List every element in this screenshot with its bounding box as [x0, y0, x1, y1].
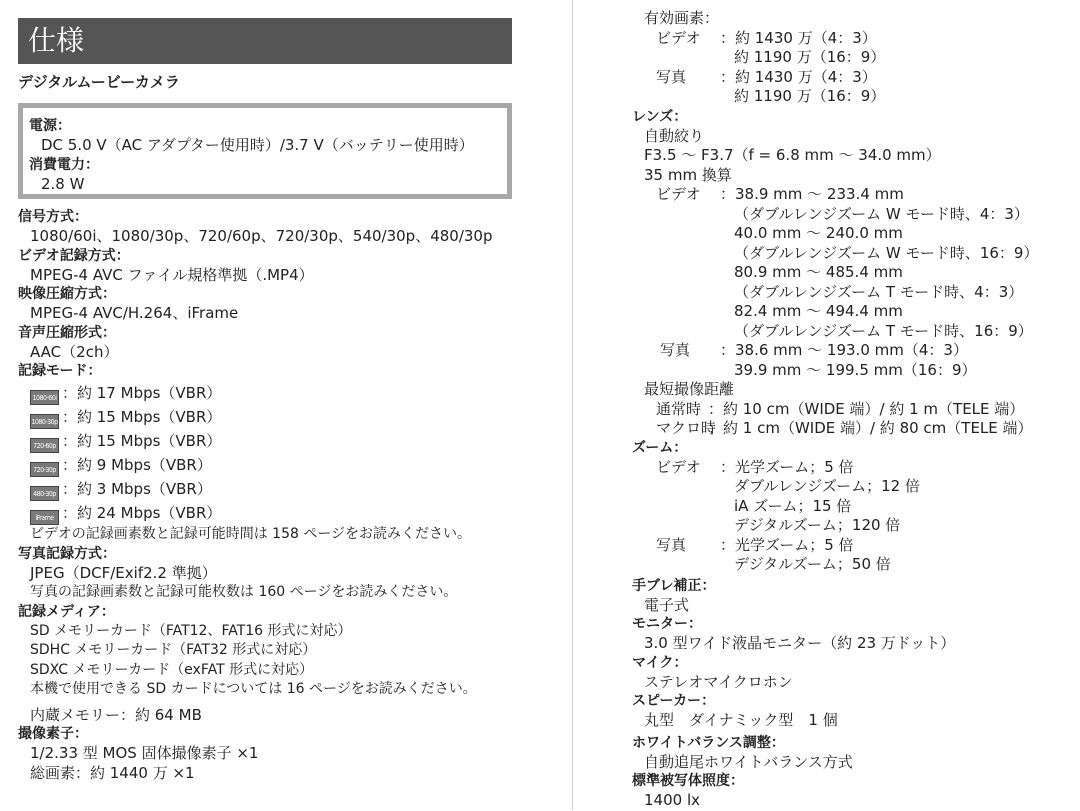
product-name: デジタルムービーカメラ — [18, 73, 180, 91]
consumption-value: 2.8 W — [41, 174, 85, 193]
page-title: 仕様 — [18, 18, 512, 64]
video-format-value: MPEG-4 AVC ファイル規格準拠（.MP4） — [30, 265, 314, 284]
sensor-value: 1/2.33 型 MOS 固体撮像素子 ×1 — [30, 744, 259, 762]
right-column — [632, 9, 1072, 811]
lens-iris: 自動絞り — [644, 126, 705, 145]
eff-photo-key: 写真 — [656, 67, 687, 86]
lens-photo-row — [632, 341, 1072, 361]
zoom-video-row — [632, 458, 1072, 478]
min-macro-value: ：約 1 cm（WIDE 端）/ 約 80 cm（TELE 端） — [708, 419, 1033, 437]
consumption-label: 消費電力： — [29, 156, 99, 173]
signal-value: 1080/60i、1080/30p、720/60p、720/30p、540/30p、480/30p — [30, 227, 493, 245]
lens-video-row — [632, 185, 1072, 205]
mic-value: ステレオマイクロホン — [644, 672, 793, 691]
eff-video-row — [632, 29, 1072, 49]
zoom-label: ズーム： — [632, 439, 688, 456]
rec-mode-badge-icon: 1080-60i — [30, 390, 59, 405]
compression-label: 映像圧縮方式： — [18, 286, 116, 302]
zoom-video-key: ビデオ — [656, 457, 701, 476]
audio-label: 音声圧縮形式： — [18, 324, 116, 341]
eff-video-key: ビデオ — [656, 28, 701, 47]
eff-video-value: ：約 1430 万（4：3） — [720, 28, 877, 47]
power-value: DC 5.0 V（AC アダプター使用時）/3.7 V（バッテリー使用時） — [41, 136, 474, 154]
zoom-photo-line: デジタルズーム；50 倍 — [734, 555, 891, 573]
lens-video-line: 40.0 mm ～ 240.0 mm — [734, 224, 903, 242]
rec-mode-row — [18, 477, 518, 501]
min-normal-key: 通常時 — [656, 399, 702, 418]
min-macro-row — [632, 419, 1072, 439]
rec-mode-label: 記録モード： — [18, 363, 102, 379]
eff-video-value-2: 約 1190 万（16：9） — [734, 48, 886, 66]
illum-label: 標準被写体照度： — [632, 773, 744, 789]
min-normal-value: ：約 10 cm（WIDE 端）/ 約 1 m（TELE 端） — [708, 399, 1025, 418]
total-pixels: 総画素：約 1440 万 ×1 — [30, 763, 195, 782]
zoom-video-value: ：光学ズーム；5 倍 — [720, 457, 854, 476]
lens-video-line: （ダブルレンジズーム W モード時、4：3） — [734, 204, 1029, 223]
lens-photo-value-2: 39.9 mm ～ 199.5 mm（16：9） — [734, 360, 977, 379]
power-box — [18, 103, 512, 199]
lens-label: レンズ： — [632, 108, 688, 125]
zoom-photo-key: 写真 — [656, 535, 687, 554]
compression-value: MPEG-4 AVC/H.264、iFrame — [30, 304, 239, 322]
rec-mode-note: ビデオの記録画素数と記録可能時間は 158 ページをお読みください。 — [30, 526, 472, 542]
power-label: 電源： — [29, 118, 71, 134]
rec-mode-text: ：約 17 Mbps（VBR） — [62, 384, 222, 402]
rec-mode-text: ：約 15 Mbps（VBR） — [62, 432, 222, 450]
rec-mode-badge-icon: 720-30p — [30, 462, 59, 477]
video-format-label: ビデオ記録方式： — [18, 247, 130, 264]
audio-value: AAC（2ch） — [30, 342, 119, 361]
media-item: 本機で使用できる SD カードについては 16 ページをお読みください。 — [30, 681, 477, 697]
min-normal-row — [632, 400, 1072, 420]
photo-format-label: 写真記録方式： — [18, 545, 116, 562]
wb-value: 自動追尾ホワイトバランス方式 — [644, 752, 853, 771]
speaker-label: スピーカー： — [632, 693, 716, 709]
lens-video-line: 82.4 mm ～ 494.4 mm — [734, 302, 903, 320]
eff-photo-value-2: 約 1190 万（16：9） — [734, 87, 886, 105]
column-divider — [572, 0, 573, 810]
eff-photo-value: ：約 1430 万（4：3） — [720, 67, 877, 86]
rec-mode-row — [18, 501, 518, 525]
lens-35: 35 mm 換算 — [644, 165, 732, 184]
photo-format-value: JPEG（DCF/Exif2.2 準拠） — [30, 563, 217, 582]
internal-memory: 内蔵メモリー：約 64 MB — [30, 705, 202, 724]
lens-video-line: （ダブルレンジズーム W モード時、16：9） — [734, 243, 1039, 262]
lens-video-value: ：38.9 mm ～ 233.4 mm — [720, 185, 904, 203]
effective-label: 有効画素： — [644, 9, 720, 27]
rec-mode-badge-icon: iFrame — [30, 510, 59, 525]
zoom-video-line: ダブルレンジズーム；12 倍 — [734, 477, 920, 495]
lens-video-line: （ダブルレンジズーム T モード時、16：9） — [734, 321, 1033, 340]
min-macro-key: マクロ時 — [656, 419, 717, 437]
monitor-label: モニター： — [632, 616, 702, 632]
rec-mode-text: ：約 9 Mbps（VBR） — [62, 456, 212, 474]
rec-mode-row — [18, 429, 518, 453]
zoom-photo-value: ：光学ズーム；5 倍 — [720, 535, 854, 554]
photo-format-note: 写真の記録画素数と記録可能枚数は 160 ページをお読みください。 — [30, 584, 458, 600]
rec-mode-row — [18, 453, 518, 477]
zoom-video-line: デジタルズーム；120 倍 — [734, 516, 901, 534]
rec-mode-badge-icon: 1080-30p — [30, 414, 59, 429]
min-dist-label: 最短撮像距離 — [644, 380, 735, 398]
lens-video-line: 80.9 mm ～ 485.4 mm — [734, 263, 903, 281]
wb-label: ホワイトバランス調整： — [632, 734, 785, 751]
zoom-video-line: iA ズーム；15 倍 — [734, 496, 852, 515]
stab-label: 手ブレ補正： — [632, 577, 716, 594]
stab-value: 電子式 — [644, 595, 690, 614]
rec-mode-badge-icon: 720-60p — [30, 438, 59, 453]
speaker-value: 丸型 ダイナミック型 1 個 — [644, 711, 838, 729]
mic-label: マイク： — [632, 654, 688, 671]
illum-value: 1400 lx — [644, 791, 700, 809]
eff-photo-row — [632, 68, 1072, 88]
lens-photo-key: 写真 — [660, 341, 691, 359]
rec-mode-badge-icon: 480-30p — [30, 486, 59, 501]
media-item: SDHC メモリーカード（FAT32 形式に対応） — [30, 642, 317, 658]
media-item: SD メモリーカード（FAT12、FAT16 形式に対応） — [30, 622, 352, 639]
zoom-photo-row — [632, 536, 1072, 556]
rec-mode-row — [18, 381, 518, 405]
signal-label: 信号方式： — [18, 209, 88, 225]
sensor-label: 撮像素子： — [18, 726, 88, 742]
rec-mode-text: ：約 15 Mbps（VBR） — [62, 408, 222, 426]
lens-photo-value: ：38.6 mm ～ 193.0 mm（4：3） — [720, 341, 968, 359]
rec-mode-text: ：約 24 Mbps（VBR） — [62, 504, 222, 522]
monitor-value: 3.0 型ワイド液晶モニター（約 23 万ドット） — [644, 634, 956, 652]
rec-mode-row — [18, 405, 518, 429]
rec-mode-text: ：約 3 Mbps（VBR） — [62, 480, 212, 498]
left-column — [18, 208, 518, 783]
lens-video-key: ビデオ — [656, 185, 701, 203]
media-item: SDXC メモリーカード（exFAT 形式に対応） — [30, 661, 314, 678]
lens-video-line: （ダブルレンジズーム T モード時、4：3） — [734, 282, 1024, 301]
media-label: 記録メディア： — [18, 603, 115, 620]
lens-f: F3.5 ～ F3.7（f = 6.8 mm ～ 34.0 mm） — [644, 146, 941, 164]
